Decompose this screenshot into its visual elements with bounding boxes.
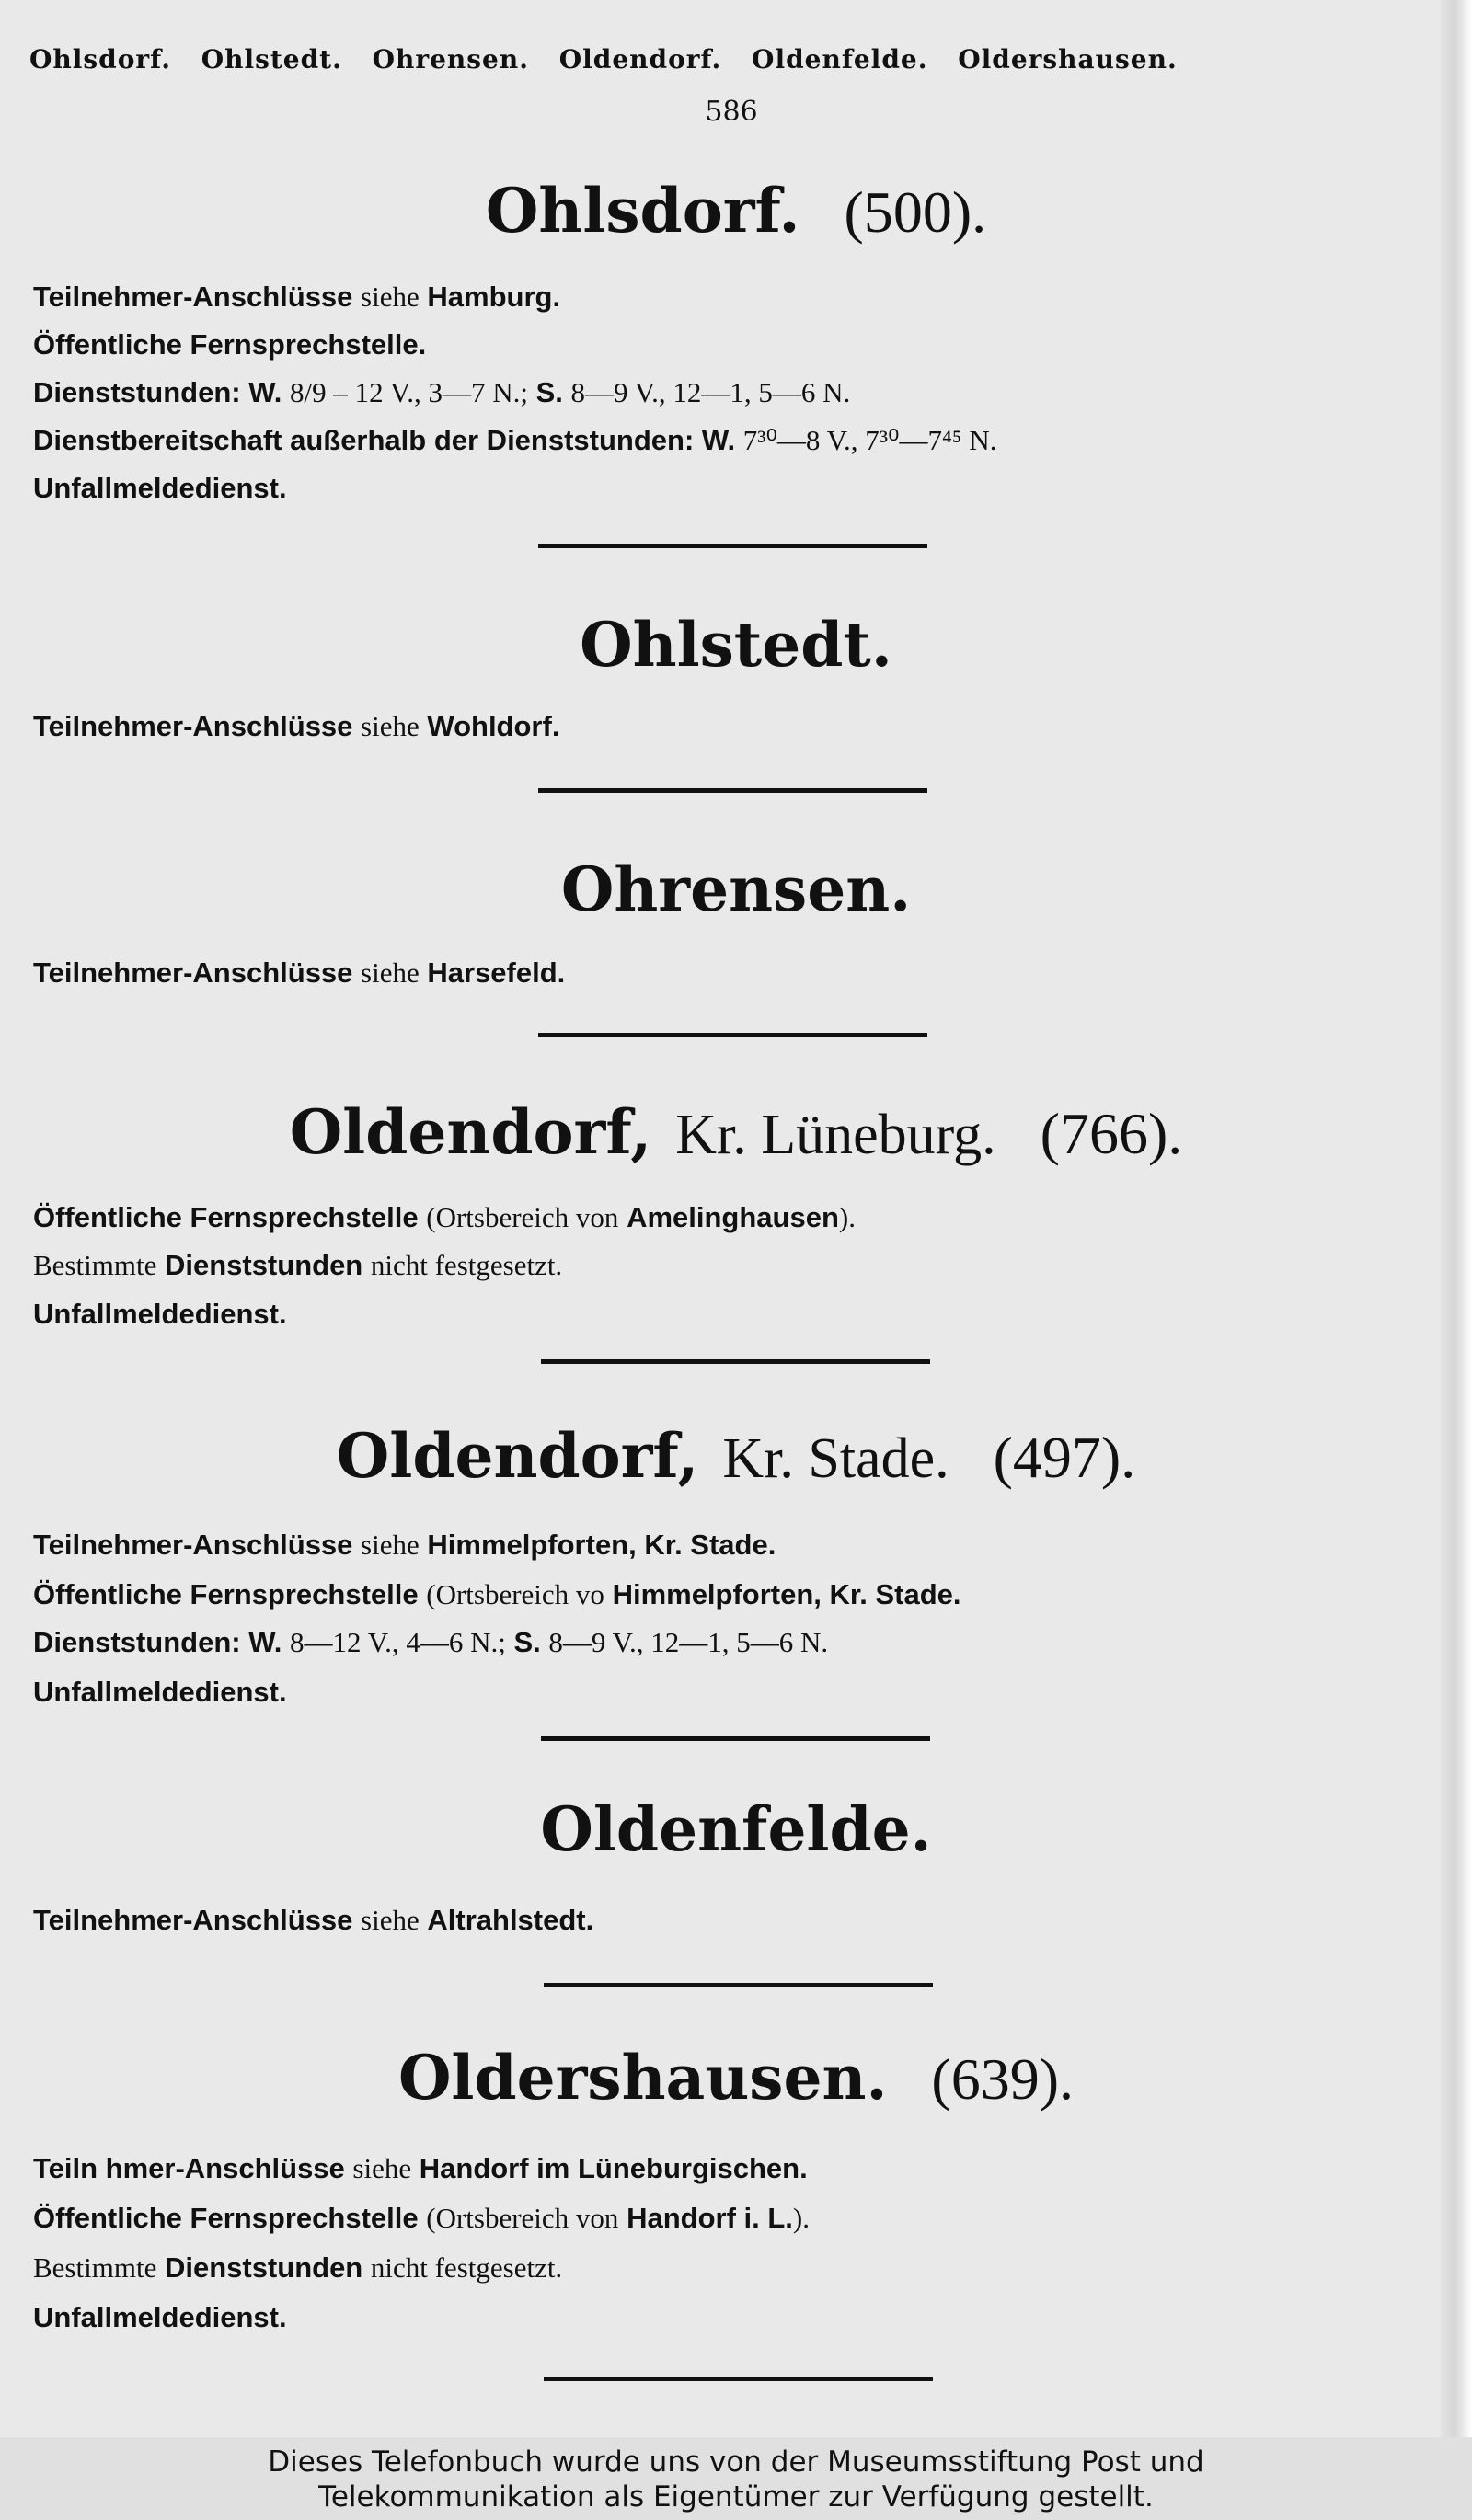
line-text: ). (792, 2202, 810, 2234)
line-text: (Ortsbereich von (426, 2202, 619, 2234)
running-head-item: Ohlstedt. (201, 44, 342, 74)
running-head-item: Oldenfelde. (752, 44, 928, 74)
line-reference: Amelinghausen (627, 1201, 839, 1233)
entry-line (33, 472, 1367, 505)
entry-line (33, 1529, 1367, 1562)
line-text: Bestimmte (33, 2251, 157, 2284)
line-reference: Hamburg. (427, 281, 561, 313)
place-name: Oldershausen. (397, 2042, 888, 2113)
line-text: siehe (361, 956, 420, 989)
line-label: Öffentliche Fernsprechstelle (33, 2202, 419, 2234)
copyright-footer (0, 2437, 1472, 2520)
entry-line (33, 2251, 1367, 2285)
place-code: (497). (993, 1425, 1136, 1490)
line-label: S. (513, 1626, 541, 1658)
line-label: Teilnehmer-Anschlüsse (33, 956, 353, 989)
place-code: (500). (844, 179, 987, 245)
running-head-item: Oldendorf. (558, 44, 722, 74)
line-reference: Harsefeld. (427, 956, 566, 989)
entry-heading-oldendorf-stade (0, 1420, 1472, 1492)
line-label: S. (535, 376, 563, 408)
line-text: siehe (361, 1904, 420, 1936)
entry-line (33, 1578, 1367, 1611)
entry-line (33, 2202, 1367, 2235)
section-divider (538, 788, 927, 793)
line-label: Unfallmeldedienst. (33, 472, 287, 504)
place-district: Kr. Stade. (722, 1427, 949, 1490)
place-name: Ohlsdorf. (485, 175, 800, 246)
line-text: ). (838, 1201, 856, 1233)
entry-line (33, 956, 1367, 990)
line-text: nicht festgesetzt. (370, 1249, 563, 1281)
entry-heading-ohlsdorf (0, 175, 1472, 246)
running-head-item: Ohrensen. (372, 44, 529, 74)
section-divider (538, 1033, 927, 1037)
line-label: Teilnehmer-Anschlüsse (33, 710, 353, 742)
entry-heading-ohlstedt (0, 609, 1472, 681)
entry-line (33, 1676, 1367, 1709)
entry-line (33, 424, 1367, 457)
entry-line (33, 281, 1367, 314)
entry-line (33, 328, 1367, 361)
line-text: siehe (361, 1529, 420, 1561)
line-reference: Himmelpforten, Kr. Stade. (427, 1529, 776, 1561)
line-hours: 8—9 V., 12—1, 5—6 N. (570, 376, 851, 408)
line-reference: Handorf im Lüneburgischen. (419, 2152, 808, 2184)
line-label: Dienststunden: W. (33, 376, 282, 408)
place-name: Oldenfelde. (540, 1793, 932, 1865)
entry-line (33, 1201, 1367, 1234)
footer-line: Telekommunikation als Eigentümer zur Verfügung gestellt. (318, 2480, 1154, 2514)
entry-heading-oldenfelde (0, 1793, 1472, 1865)
entry-heading-oldendorf-lueneburg (0, 1096, 1472, 1168)
line-text: Bestimmte (33, 1249, 157, 1281)
entry-line (33, 2301, 1367, 2334)
line-label: Öffentliche Fernsprechstelle. (33, 328, 427, 361)
line-text: (Ortsbereich vo (426, 1578, 604, 1610)
line-reference: Himmelpforten, Kr. Stade. (612, 1578, 961, 1610)
page-number: 586 (705, 96, 758, 128)
entry-line (33, 710, 1367, 743)
running-head (29, 44, 1225, 74)
entry-line (33, 376, 1367, 409)
line-hours: 8—12 V., 4—6 N.; (290, 1626, 506, 1658)
line-text: siehe (352, 2152, 412, 2184)
running-head-item: Oldershausen. (958, 44, 1178, 74)
place-district: Kr. Lüneburg. (675, 1104, 996, 1166)
place-code: (766). (1040, 1101, 1183, 1166)
line-hours: 8/9 – 12 V., 3—7 N.; (290, 376, 528, 408)
section-divider (541, 1359, 930, 1364)
place-code: (639). (931, 2046, 1075, 2112)
line-label: Unfallmeldedienst. (33, 2301, 287, 2333)
line-label: Öffentliche Fernsprechstelle (33, 1578, 419, 1610)
line-reference: Handorf i. L. (627, 2202, 793, 2234)
section-divider (541, 1736, 930, 1741)
line-label: Teilnehmer-Anschlüsse (33, 1904, 353, 1936)
entry-line (33, 2152, 1367, 2185)
line-label: Dienststunden (164, 2251, 363, 2284)
line-label: Dienststunden: W. (33, 1626, 282, 1658)
line-label: Öffentliche Fernsprechstelle (33, 1201, 419, 1233)
line-reference: Wohldorf. (427, 710, 560, 742)
section-divider (544, 1983, 933, 1987)
entry-line (33, 1626, 1367, 1659)
line-text: siehe (361, 710, 420, 742)
place-name: Oldendorf, (289, 1096, 652, 1168)
line-label: Teiln hmer-Anschlüsse (33, 2152, 345, 2184)
place-name: Oldendorf, (336, 1420, 699, 1492)
line-label: Teilnehmer-Anschlüsse (33, 1529, 353, 1561)
line-text: (Ortsbereich von (426, 1201, 619, 1233)
place-name: Ohrensen. (560, 853, 912, 925)
line-reference: Altrahlstedt. (427, 1904, 594, 1936)
line-label: Dienststunden (164, 1249, 363, 1281)
line-hours: 7³⁰—8 V., 7³⁰—7⁴⁵ N. (742, 424, 997, 456)
running-head-item: Ohlsdorf. (29, 44, 171, 74)
section-divider (544, 2377, 933, 2381)
entry-line (33, 1249, 1367, 1282)
footer-line: Dieses Telefonbuch wurde uns von der Museumsstiftung Post und (268, 2446, 1204, 2479)
line-text: nicht festgesetzt. (370, 2251, 563, 2284)
line-label: Unfallmeldedienst. (33, 1298, 287, 1330)
line-hours: 8—9 V., 12—1, 5—6 N. (548, 1626, 829, 1658)
line-text: siehe (361, 281, 420, 313)
line-label: Unfallmeldedienst. (33, 1676, 287, 1708)
line-label: Dienstbereitschaft außerhalb der Dienststunden: W. (33, 424, 736, 456)
entry-heading-oldershausen (0, 2042, 1472, 2113)
place-name: Ohlstedt. (580, 609, 892, 681)
entry-line (33, 1298, 1367, 1331)
entry-heading-ohrensen (0, 853, 1472, 925)
line-label: Teilnehmer-Anschlüsse (33, 281, 353, 313)
entry-line (33, 1904, 1367, 1937)
section-divider (538, 544, 927, 548)
